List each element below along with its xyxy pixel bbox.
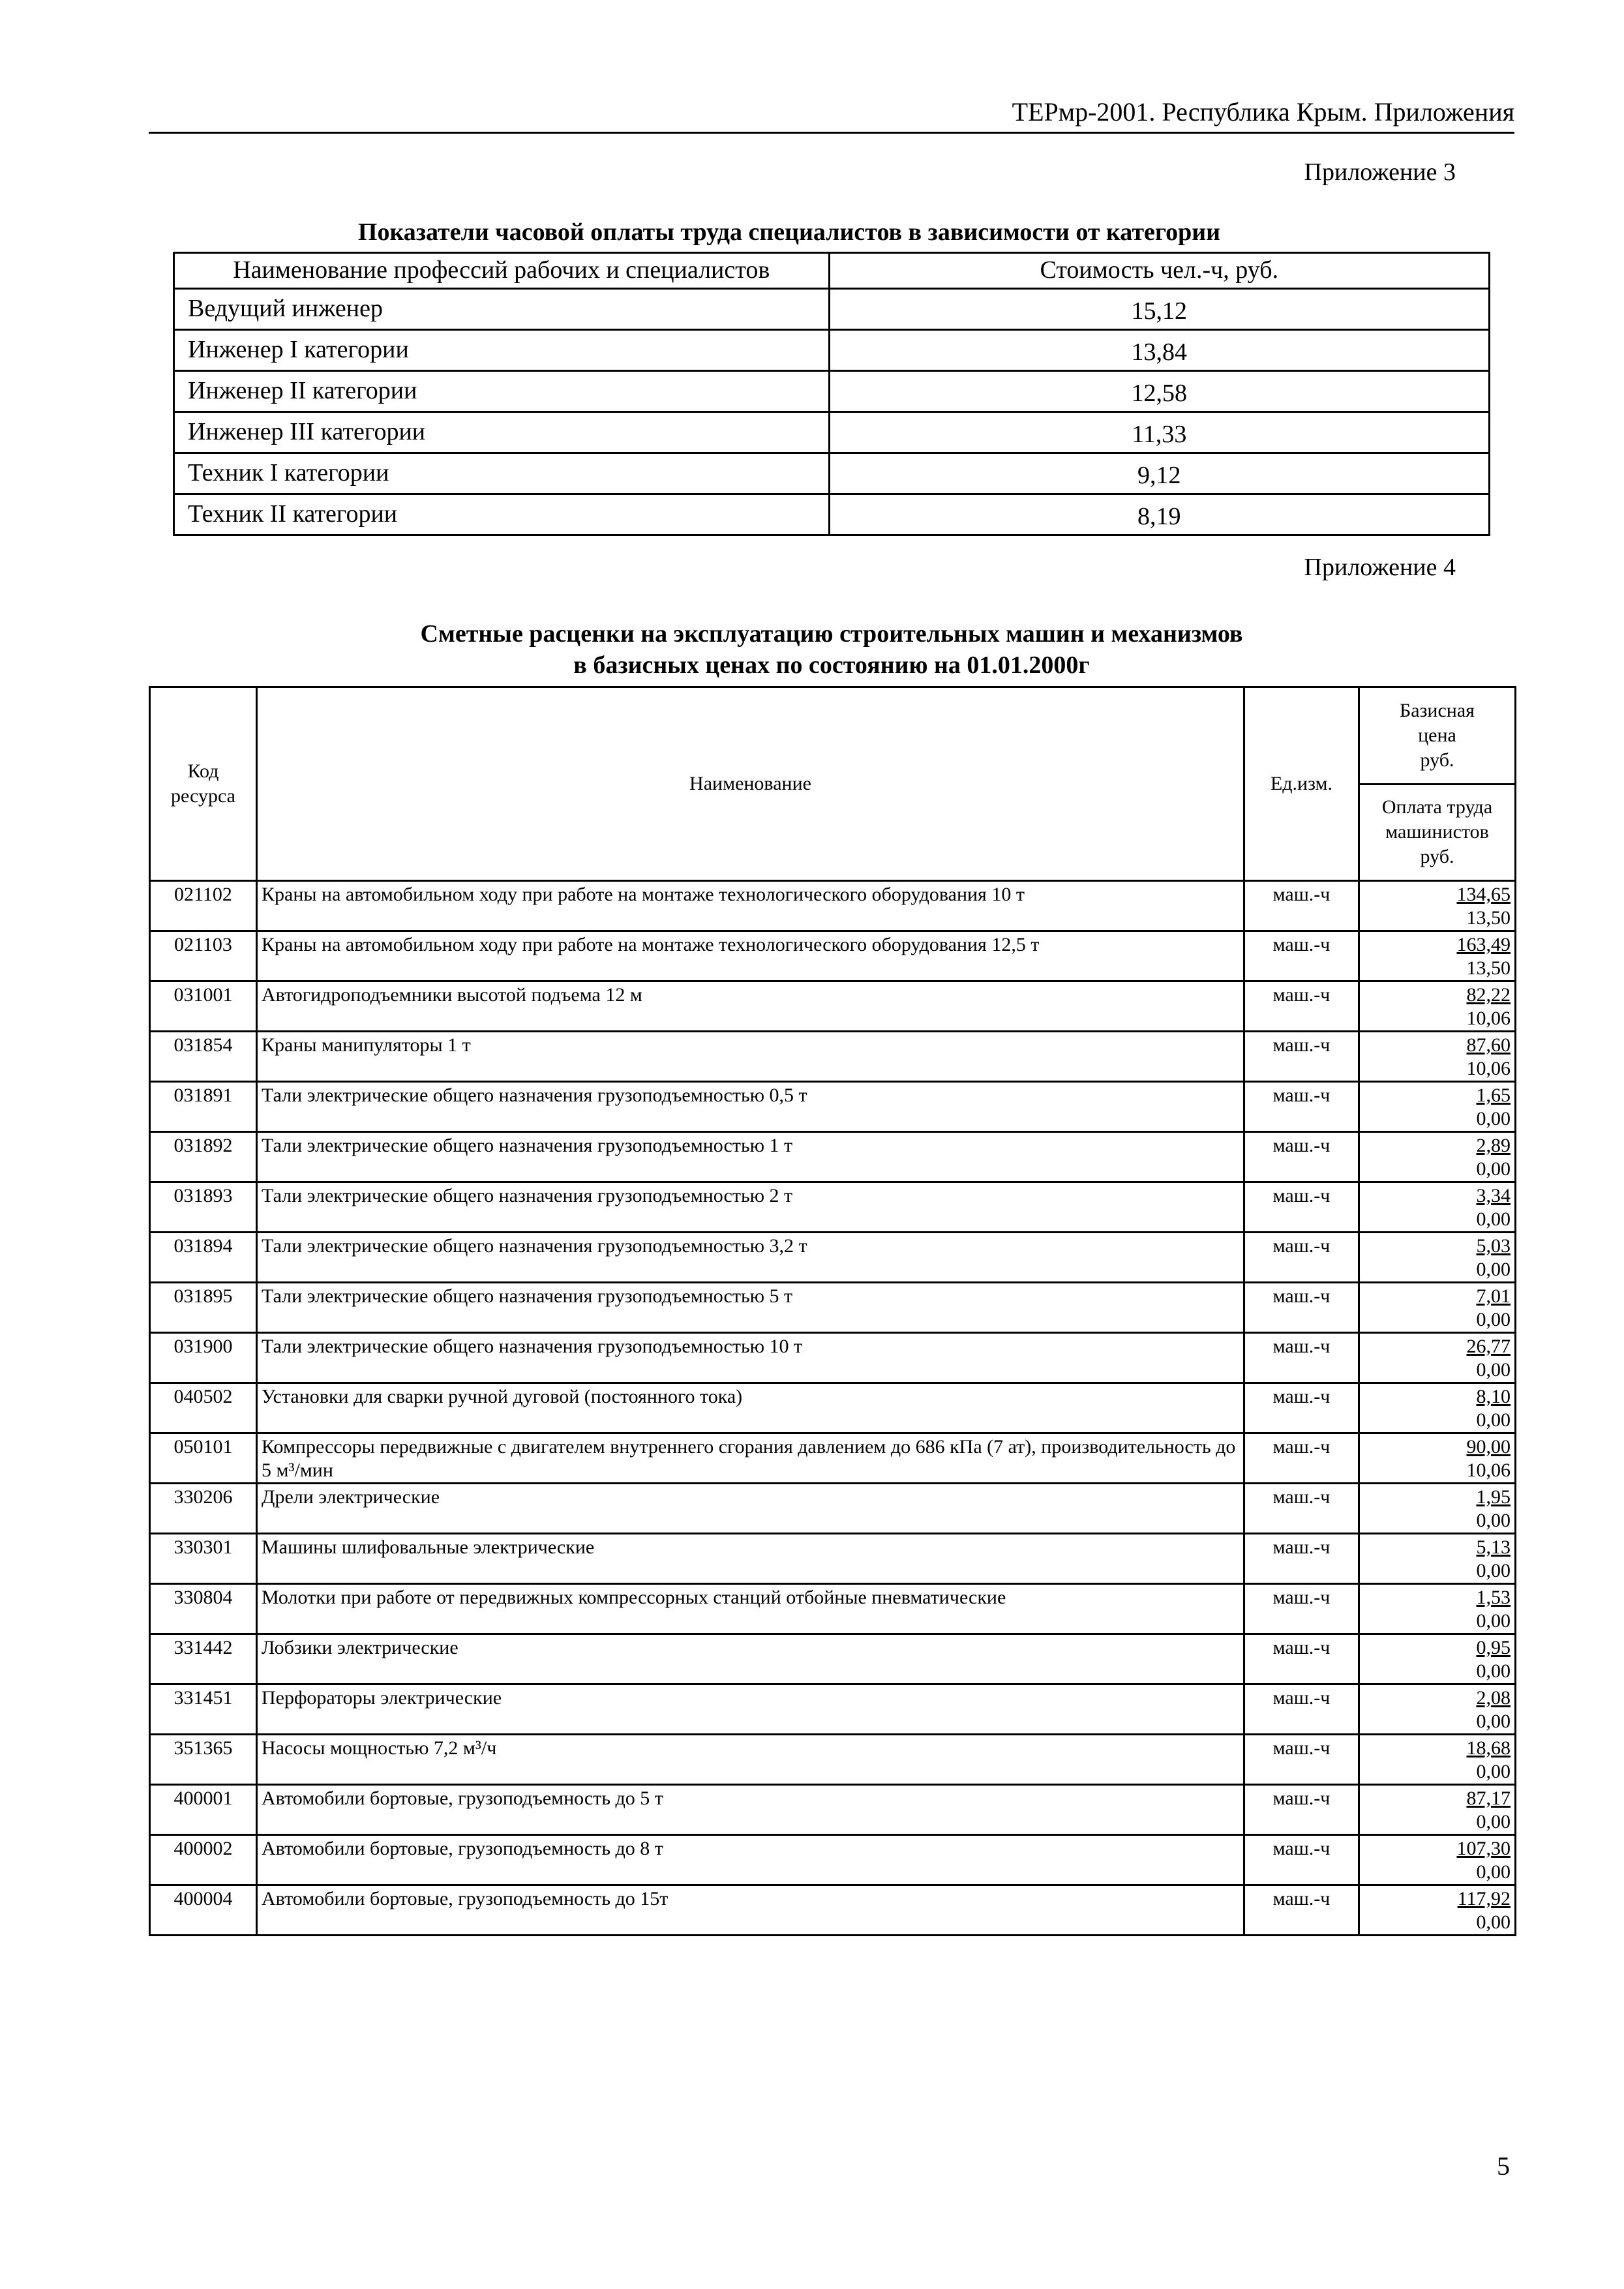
header-rule: [149, 132, 1514, 134]
table-row: [150, 1283, 1516, 1333]
base-price: 1,95: [1476, 1486, 1511, 1508]
column-header-base-price-line-3: руб.: [1420, 749, 1454, 771]
hourly-cost: 9,12: [829, 453, 1489, 494]
wage-rates-table: [173, 252, 1490, 536]
hourly-cost: 12,58: [829, 371, 1489, 412]
resource-code: 031891: [150, 1082, 257, 1132]
column-header-name: Наименование: [257, 687, 1244, 881]
unit-of-measure: маш.-ч: [1244, 1032, 1359, 1082]
resource-name: Перфораторы электрические: [257, 1684, 1244, 1735]
operator-wage: 0,00: [1476, 1309, 1511, 1330]
resource-code: 400002: [150, 1835, 257, 1885]
operator-wage: 0,00: [1476, 1861, 1511, 1883]
resource-name: Автомобили бортовые, грузоподъемность до 15т: [257, 1885, 1244, 1936]
price-cell: [1359, 1082, 1516, 1132]
resource-code: 330301: [150, 1534, 257, 1584]
base-price: 2,08: [1476, 1687, 1511, 1709]
table-row: [150, 1484, 1516, 1534]
resource-name: Тали электрические общего назначения грузоподъемностью 0,5 т: [257, 1082, 1244, 1132]
table-row: [174, 494, 1490, 535]
base-price: 134,65: [1456, 884, 1511, 905]
operator-wage: 0,00: [1476, 1259, 1511, 1280]
table-row: [174, 453, 1490, 494]
base-price: 87,17: [1466, 1788, 1511, 1809]
price-cell: [1359, 1484, 1516, 1534]
resource-name: Насосы мощностью 7,2 м³/ч: [257, 1735, 1244, 1785]
unit-of-measure: маш.-ч: [1244, 1132, 1359, 1182]
resource-code: 330804: [150, 1584, 257, 1634]
operator-wage: 0,00: [1476, 1108, 1511, 1130]
resource-name: Тали электрические общего назначения грузоподъемностью 2 т: [257, 1182, 1244, 1233]
profession-name: Техник I категории: [174, 453, 830, 494]
price-cell: [1359, 881, 1516, 931]
base-price: 107,30: [1456, 1838, 1511, 1859]
resource-name: Дрели электрические: [257, 1484, 1244, 1534]
unit-of-measure: маш.-ч: [1244, 931, 1359, 981]
resource-code: 040502: [150, 1383, 257, 1433]
resource-name: Тали электрические общего назначения грузоподъемностью 10 т: [257, 1333, 1244, 1383]
operator-wage: 0,00: [1476, 1711, 1511, 1732]
resource-code: 400001: [150, 1785, 257, 1835]
table-row: [150, 1534, 1516, 1584]
resource-code: 031895: [150, 1283, 257, 1333]
unit-of-measure: маш.-ч: [1244, 1433, 1359, 1484]
table-row: [150, 1132, 1516, 1182]
column-header-base-price-line-2: цена: [1418, 724, 1456, 746]
unit-of-measure: маш.-ч: [1244, 1584, 1359, 1634]
operator-wage: 0,00: [1476, 1409, 1511, 1431]
resource-name: Автомобили бортовые, грузоподъемность до 8 т: [257, 1835, 1244, 1885]
unit-of-measure: маш.-ч: [1244, 1484, 1359, 1534]
operator-wage: 10,06: [1466, 1008, 1511, 1029]
table-row: [150, 1584, 1516, 1634]
appendix-4-title-line-1: Сметные расценки на эксплуатацию строительных машин и механизмов: [420, 620, 1243, 648]
hourly-cost: 13,84: [829, 330, 1489, 371]
table-row: [150, 1684, 1516, 1735]
column-header-code: [150, 687, 257, 881]
price-cell: [1359, 1032, 1516, 1082]
base-price: 8,10: [1476, 1386, 1511, 1407]
operator-wage: 0,00: [1476, 1660, 1511, 1682]
table-row: [150, 981, 1516, 1032]
page-number: 5: [1497, 2151, 1510, 2181]
base-price: 1,65: [1476, 1085, 1511, 1106]
price-cell: [1359, 931, 1516, 981]
resource-name: Компрессоры передвижные с двигателем внутреннего сгорания давлением до 686 кПа (7 ат), производительность до 5 м³/мин: [257, 1433, 1244, 1484]
resource-code: 050101: [150, 1433, 257, 1484]
unit-of-measure: маш.-ч: [1244, 1534, 1359, 1584]
column-header-wage-line-2: машинистов: [1385, 821, 1489, 843]
column-header-unit: Ед.изм.: [1244, 687, 1359, 881]
operator-wage: 0,00: [1476, 1911, 1511, 1933]
base-price: 0,95: [1476, 1637, 1511, 1658]
appendix-3-label: Приложение 3: [1304, 158, 1456, 186]
price-cell: [1359, 1835, 1516, 1885]
unit-of-measure: маш.-ч: [1244, 881, 1359, 931]
resource-code: 021102: [150, 881, 257, 931]
resource-code: 031001: [150, 981, 257, 1032]
table-row: [150, 881, 1516, 931]
base-price: 117,92: [1457, 1888, 1511, 1909]
price-cell: [1359, 1534, 1516, 1584]
resource-name: Тали электрические общего назначения грузоподъемностью 5 т: [257, 1283, 1244, 1333]
price-cell: [1359, 1735, 1516, 1785]
table-row: [150, 931, 1516, 981]
column-header-profession: Наименование профессий рабочих и специалистов: [174, 253, 830, 289]
appendix-3-title: Показатели часовой оплаты труда специалистов в зависимости от категории: [357, 218, 1221, 246]
table-row: [150, 1433, 1516, 1484]
hourly-cost: 11,33: [829, 412, 1489, 453]
resource-name: Краны на автомобильном ходу при работе на монтаже технологического оборудования 10 т: [257, 881, 1244, 931]
table-row: [150, 1634, 1516, 1684]
unit-of-measure: маш.-ч: [1244, 1182, 1359, 1233]
price-cell: [1359, 981, 1516, 1032]
machine-rates-header-row: [150, 687, 1516, 785]
operator-wage: 13,50: [1466, 957, 1511, 979]
price-cell: [1359, 1182, 1516, 1233]
unit-of-measure: маш.-ч: [1244, 1885, 1359, 1936]
resource-name: Установки для сварки ручной дуговой (постоянного тока): [257, 1383, 1244, 1433]
hourly-cost: 15,12: [829, 289, 1489, 330]
table-row: [150, 1735, 1516, 1785]
table-row: [174, 371, 1490, 412]
hourly-cost: 8,19: [829, 494, 1489, 535]
price-cell: [1359, 1433, 1516, 1484]
resource-code: 351365: [150, 1735, 257, 1785]
table-row: [150, 1333, 1516, 1383]
table-row: [150, 1885, 1516, 1936]
operator-wage: 10,06: [1466, 1058, 1511, 1079]
price-cell: [1359, 1634, 1516, 1684]
operator-wage: 0,00: [1476, 1158, 1511, 1180]
table-row: [174, 330, 1490, 371]
price-cell: [1359, 1885, 1516, 1936]
resource-code: 031893: [150, 1182, 257, 1233]
operator-wage: 0,00: [1476, 1610, 1511, 1632]
resource-code: 400004: [150, 1885, 257, 1936]
resource-name: Автомобили бортовые, грузоподъемность до 5 т: [257, 1785, 1244, 1835]
table-row: [150, 1082, 1516, 1132]
table-row: [150, 1785, 1516, 1835]
price-cell: [1359, 1383, 1516, 1433]
profession-name: Инженер II категории: [174, 371, 830, 412]
table-row: [150, 1835, 1516, 1885]
base-price: 87,60: [1466, 1034, 1511, 1056]
column-header-base-price-line-1: Базисная: [1400, 699, 1475, 721]
profession-name: Ведущий инженер: [174, 289, 830, 330]
column-header-wage-line-1: Оплата труда: [1381, 796, 1493, 818]
table-row: [150, 1182, 1516, 1233]
resource-name: Лобзики электрические: [257, 1634, 1244, 1684]
base-price: 163,49: [1456, 934, 1511, 955]
operator-wage: 0,00: [1476, 1510, 1511, 1531]
base-price: 5,13: [1476, 1536, 1511, 1558]
profession-name: Инженер III категории: [174, 412, 830, 453]
profession-name: Инженер I категории: [174, 330, 830, 371]
price-cell: [1359, 1233, 1516, 1283]
base-price: 5,03: [1476, 1235, 1511, 1257]
base-price: 90,00: [1466, 1436, 1511, 1458]
resource-name: Краны на автомобильном ходу при работе на монтаже технологического оборудования 12,5 т: [257, 931, 1244, 981]
operator-wage: 13,50: [1466, 907, 1511, 929]
table-row: [150, 1383, 1516, 1433]
unit-of-measure: маш.-ч: [1244, 981, 1359, 1032]
table-row: [174, 412, 1490, 453]
operator-wage: 0,00: [1476, 1560, 1511, 1581]
machine-rates-table: [149, 686, 1516, 1936]
base-price: 82,22: [1466, 984, 1511, 1006]
wage-rates-header-row: [174, 253, 1490, 289]
column-header-code-line-1: Код: [187, 760, 219, 782]
resource-name: Автогидроподъемники высотой подъема 12 м: [257, 981, 1244, 1032]
resource-code: 331442: [150, 1634, 257, 1684]
operator-wage: 0,00: [1476, 1208, 1511, 1230]
unit-of-measure: маш.-ч: [1244, 1785, 1359, 1835]
base-price: 2,89: [1476, 1135, 1511, 1156]
resource-name: Тали электрические общего назначения грузоподъемностью 3,2 т: [257, 1233, 1244, 1283]
base-price: 26,77: [1466, 1336, 1511, 1357]
price-cell: [1359, 1132, 1516, 1182]
price-cell: [1359, 1684, 1516, 1735]
column-header-wage-line-3: руб.: [1420, 846, 1454, 868]
price-cell: [1359, 1283, 1516, 1333]
price-cell: [1359, 1584, 1516, 1634]
operator-wage: 0,00: [1476, 1359, 1511, 1381]
running-header: ТЕРмр-2001. Республика Крым. Приложения: [1012, 97, 1514, 127]
column-header-code-line-2: ресурса: [171, 785, 235, 807]
operator-wage: 0,00: [1476, 1761, 1511, 1782]
base-price: 1,53: [1476, 1587, 1511, 1608]
resource-name: Тали электрические общего назначения грузоподъемностью 1 т: [257, 1132, 1244, 1182]
resource-code: 331451: [150, 1684, 257, 1735]
base-price: 3,34: [1476, 1185, 1511, 1206]
unit-of-measure: маш.-ч: [1244, 1283, 1359, 1333]
unit-of-measure: маш.-ч: [1244, 1684, 1359, 1735]
table-row: [150, 1032, 1516, 1082]
unit-of-measure: маш.-ч: [1244, 1735, 1359, 1785]
resource-code: 031894: [150, 1233, 257, 1283]
base-price: 7,01: [1476, 1285, 1511, 1307]
unit-of-measure: маш.-ч: [1244, 1333, 1359, 1383]
resource-name: Машины шлифовальные электрические: [257, 1534, 1244, 1584]
resource-code: 330206: [150, 1484, 257, 1534]
resource-code: 031892: [150, 1132, 257, 1182]
profession-name: Техник II категории: [174, 494, 830, 535]
operator-wage: 0,00: [1476, 1811, 1511, 1833]
column-header-cost: Стоимость чел.-ч, руб.: [829, 253, 1489, 289]
column-header-operator-wage: [1359, 784, 1516, 881]
unit-of-measure: маш.-ч: [1244, 1383, 1359, 1433]
price-cell: [1359, 1785, 1516, 1835]
column-header-base-price: [1359, 687, 1516, 785]
appendix-4-label: Приложение 4: [1304, 554, 1456, 581]
price-cell: [1359, 1333, 1516, 1383]
resource-name: Молотки при работе от передвижных компрессорных станций отбойные пневматические: [257, 1584, 1244, 1634]
unit-of-measure: маш.-ч: [1244, 1233, 1359, 1283]
unit-of-measure: маш.-ч: [1244, 1082, 1359, 1132]
appendix-4-title-line-2: в базисных ценах по состоянию на 01.01.2000г: [573, 651, 1090, 679]
resource-name: Краны манипуляторы 1 т: [257, 1032, 1244, 1082]
resource-code: 031854: [150, 1032, 257, 1082]
table-row: [174, 289, 1490, 330]
resource-code: 021103: [150, 931, 257, 981]
table-row: [150, 1233, 1516, 1283]
resource-code: 031900: [150, 1333, 257, 1383]
base-price: 18,68: [1466, 1737, 1511, 1759]
appendix-4-title: [149, 618, 1514, 681]
operator-wage: 10,06: [1466, 1459, 1511, 1481]
unit-of-measure: маш.-ч: [1244, 1835, 1359, 1885]
unit-of-measure: маш.-ч: [1244, 1634, 1359, 1684]
